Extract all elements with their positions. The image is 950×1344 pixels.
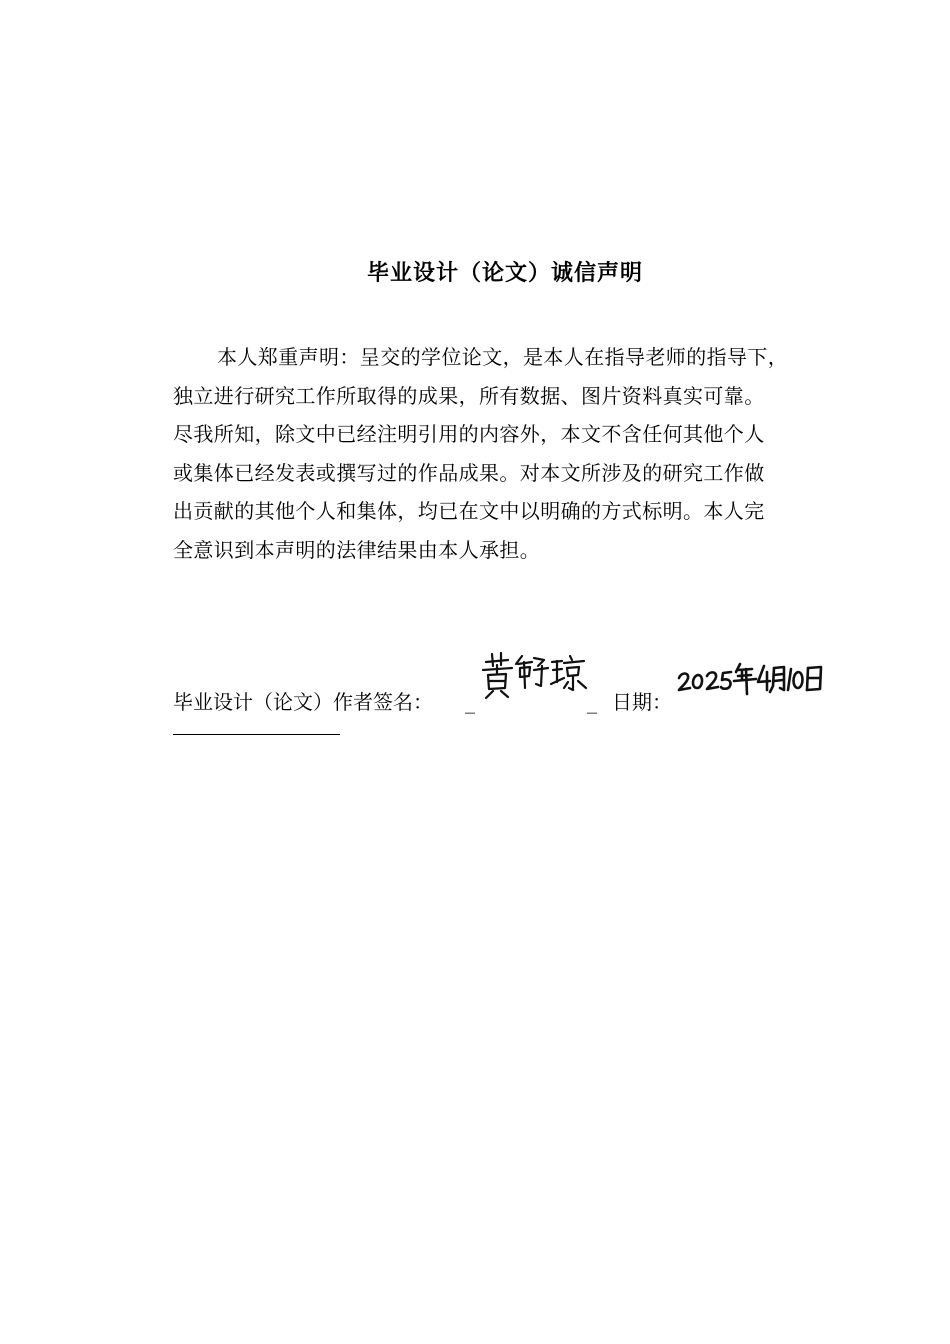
body-line-5: 出贡献的其他个人和集体，均已在文中以明确的方式标明。本人完 [173,499,765,523]
date-label: 日期： [612,690,672,714]
declaration-body [173,338,863,569]
body-line-2: 独立进行研究工作所取得的成果，所有数据、图片资料真实可靠。 [173,383,765,408]
page-title: 毕业设计（论文）诚信声明 [366,261,643,286]
signature-label: 毕业设计（论文）作者签名： [173,690,433,714]
signature-underline [173,734,340,735]
handwritten-date [676,658,826,698]
body-line-3: 尽我所知，除文中已经注明引用的内容外，本文不含任何其他个人 [173,422,765,446]
body-line-1: 本人郑重声明：呈交的学位论文，是本人在指导老师的指导下， [217,345,789,369]
body-line-6: 全意识到本声明的法律结果由本人承担。 [173,537,541,562]
body-line-4: 或集体已经发表或撰写过的作品成果。对本文所涉及的研究工作做 [173,460,765,485]
signature-blank-end: _ [587,690,597,714]
handwritten-signature [478,648,590,708]
signature-blank-start: _ [465,690,475,714]
